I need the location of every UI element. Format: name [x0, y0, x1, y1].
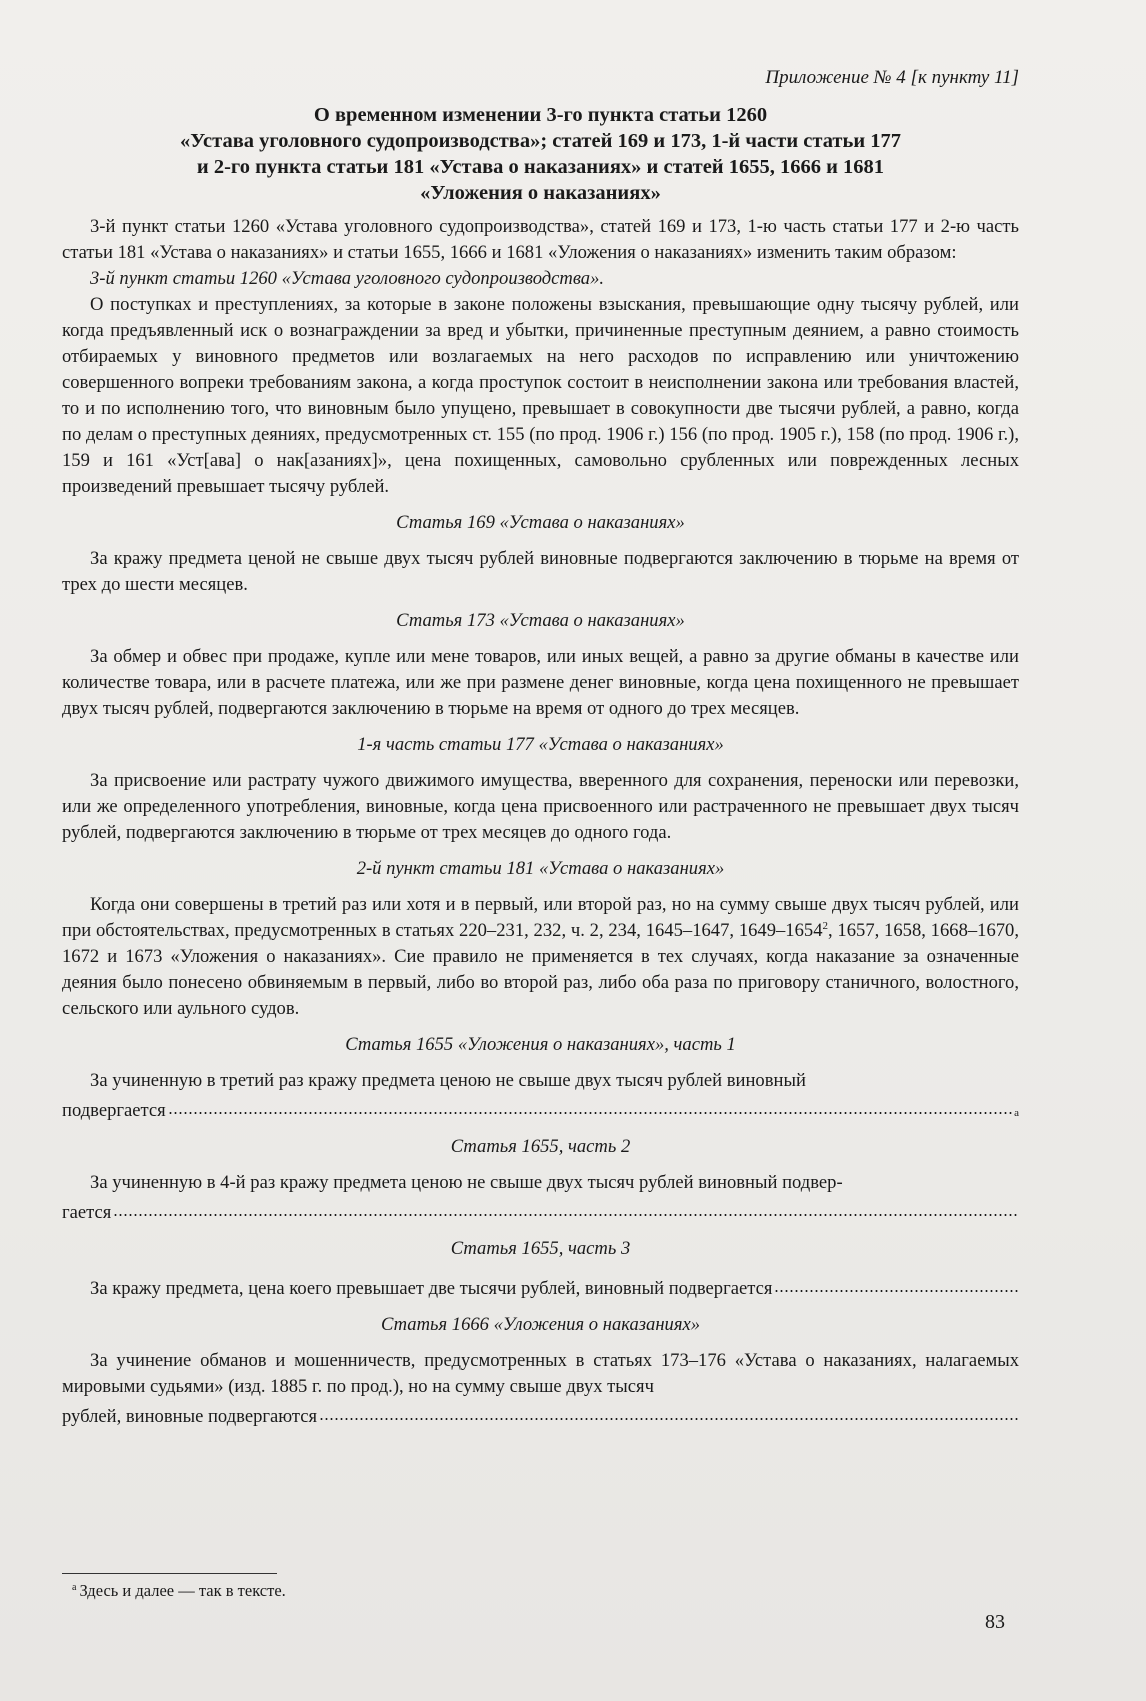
- footnote-mark: а: [72, 1581, 77, 1593]
- section-text-1260: О поступках и преступлениях, за которые в законе положены взыскания, превышающие одну тысячу рублей, или когда предъявленный иск о вознаграждении за вред и убытки, причиненные преступным деянием, а равно стоимость отбираемых у виновного предметов или возлагаемых на него расходов по исправлению или уничтожению совершенного вопреки требованиям закона, а когда проступок состоит в неисполнении закона или требования властей, то и по исполнению того, что виновным было упущено, превышает в совокупности две тысячи рублей, а равно, когда по делам о преступных деяниях, предусмотренных ст. 155 (по прод. 1906 г.) 156 (по прод. 1905 г.), 158 (по прод. 1906 г.), 159 и 161 «Уст[ава] о нак[азаниях]», цена похищенных, самовольно срубленных или поврежденных лесных произведений превышает тысячу рублей.: [62, 294, 1019, 497]
- line-label: гается: [62, 1202, 112, 1223]
- intro-paragraph: 3-й пункт статьи 1260 «Устава уголовного судопроизводства», статей 169 и 173, 1-ю часть статьи 177 и 2-ю часть статьи 181 «Устава о наказаниях» и статьи 1655, 1666 и 1681 «Уложения о наказаниях» изменить таким образом:: [62, 216, 1019, 263]
- section-heading-1666: Статья 1666 «Уложения о наказаниях»: [380, 1314, 701, 1335]
- line-label: За кражу предмета, цена коего превышает две тысячи рублей, виновный подвергается: [90, 1278, 773, 1299]
- section-text-181-part1: Когда они совершены в третий раз или хотя и в первый, или второй раз, но на сумму свыше двух тысяч рублей, или при обстоятельствах, предусмотренных в статьях 220–231, 232, ч. 2, 234, 1645–1647, 1649–1654: [62, 894, 1019, 941]
- title-line: и 2-го пункта статьи 181 «Устава о наказаниях» и статей 1655, 1666 и 1681: [196, 156, 885, 178]
- line-label: рублей, виновные подвергаются: [62, 1406, 318, 1427]
- dotted-line-1666: [62, 1400, 1019, 1430]
- page-content: [62, 66, 1019, 1430]
- footnote-divider: [62, 1573, 277, 1574]
- section-heading-1655-3: Статья 1655, часть 3: [450, 1238, 631, 1259]
- dotted-line-1655-2: [62, 1196, 1019, 1226]
- section-heading-173: Статья 173 «Устава о наказаниях»: [396, 610, 685, 631]
- footnote-text: Здесь и далее — так в тексте.: [79, 1581, 286, 1600]
- section-heading-177: 1-я часть статьи 177 «Устава о наказаниях»: [357, 734, 724, 755]
- document-title: [62, 102, 1019, 206]
- line-label: подвергается: [62, 1100, 166, 1121]
- dot-leader: [774, 1272, 1019, 1294]
- section-heading-1655-1: Статья 1655 «Уложения о наказаниях», часть 1: [345, 1034, 736, 1055]
- section-text-177: За присвоение или растрату чужого движимого имущества, вверенного для сохранения, переноски или перевозки, или же определенного употребления, виновные, когда цена присвоенного или растраченного не превышает двух тысяч рублей, подвергаются заключению в тюрьме от трех месяцев до одного года.: [62, 770, 1019, 843]
- dot-leader: [113, 1196, 1019, 1218]
- title-line: «Уложения о наказаниях»: [420, 182, 661, 204]
- title-line: «Устава уголовного судопроизводства»; статей 169 и 173, 1-й части статьи 177: [179, 130, 902, 152]
- section-text-181: [62, 892, 1019, 1022]
- superscript-2: 2: [822, 919, 828, 932]
- section-text-1655-1: За учиненную в третий раз кражу предмета ценою не свыше двух тысяч рублей виновный: [90, 1070, 806, 1091]
- dotted-line-1655-1: подвергается а: [62, 1094, 1019, 1124]
- footnote: [72, 1580, 286, 1602]
- dotted-line-1655-3: [62, 1272, 1019, 1302]
- appendix-reference: Приложение № 4 [к пункту 11]: [765, 67, 1019, 88]
- page-number: 83: [985, 1611, 1005, 1633]
- section-heading-181: 2-й пункт статьи 181 «Устава о наказаниях»: [356, 858, 725, 879]
- section-text-173: За обмер и обвес при продаже, купле или мене товаров, или иных вещей, а равно за другие обманы в качестве или количестве товара, или в расчете платежа, или же при размене денег виновные, когда цена похищенного не превышает двух тысяч рублей, подвергаются заключению в тюрьме на время от одного до трех месяцев.: [62, 646, 1019, 719]
- dot-leader: [319, 1400, 1019, 1422]
- section-text-1655-2: За учиненную в 4-й раз кражу предмета ценою не свыше двух тысяч рублей виновный подвер-: [90, 1172, 843, 1193]
- section-text-1666: За учинение обманов и мошенничеств, предусмотренных в статьях 173–176 «Устава о наказаниях, налагаемых мировыми судьями» (изд. 1885 г. по прод.), но на сумму свыше двух тысяч: [62, 1350, 1019, 1397]
- section-heading-169: Статья 169 «Устава о наказаниях»: [396, 512, 685, 533]
- section-heading-1260: 3-й пункт статьи 1260 «Устава уголовного судопроизводства».: [90, 268, 605, 289]
- section-heading-1655-2: Статья 1655, часть 2: [450, 1136, 631, 1157]
- section-text-181-part2: , 1657, 1658, 1668–1670, 1672 и 1673 «Уложения о наказаниях». Сие правило не применяется в тех случаях, когда наказание за означенные деяния было понесено обвиняемым в первый, либо во второй раз, либо оба раза по приговору станичного, волостного, сельского или аульного судов.: [62, 920, 1019, 1019]
- title-line: О временном изменении 3-го пункта статьи 1260: [313, 104, 768, 126]
- section-text-169: За кражу предмета ценой не свыше двух тысяч рублей виновные подвергаются заключению в тюрьме на время от трех до шести месяцев.: [62, 548, 1019, 595]
- dot-leader: [168, 1094, 1012, 1116]
